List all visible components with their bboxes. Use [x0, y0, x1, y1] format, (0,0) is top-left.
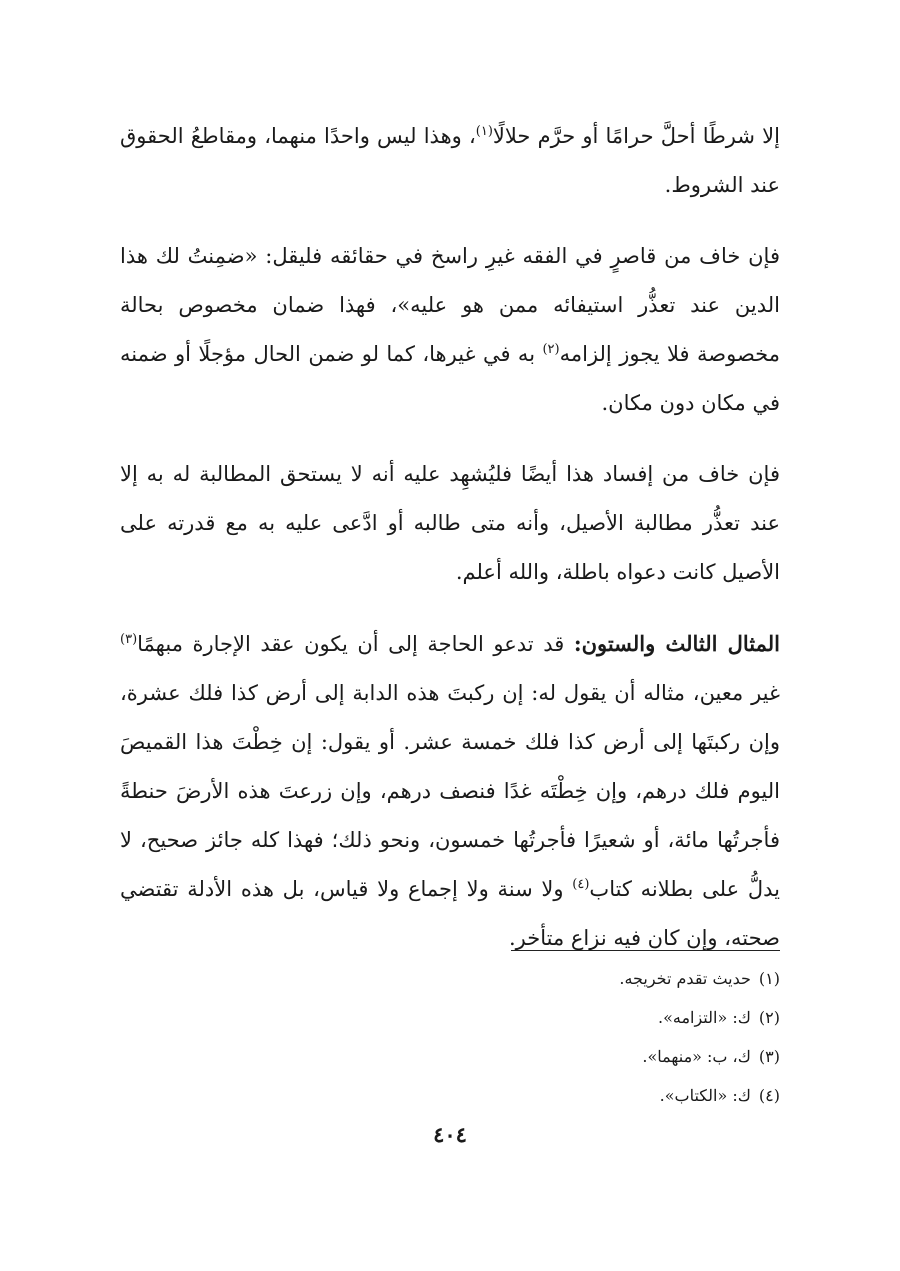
- paragraph-2: [120, 232, 780, 428]
- footnote-number: (١): [758, 969, 780, 988]
- paragraph-text: فإن خاف من إفساد هذا أيضًا فليُشهِد عليه أنه لا يستحق المطالبة له به إلا عند تعذُّر مطالبة الأصيل، وأنه متى طالبه أو ادَّعى عليه به مع قدرته على الأصيل كانت دعواه باطلة، والله أعلم.: [120, 462, 780, 584]
- footnote-4: [511, 1076, 780, 1115]
- paragraph-4: [120, 619, 780, 963]
- footnote-marker-4: (٤): [572, 877, 590, 892]
- main-text: [120, 112, 780, 985]
- paragraph-text: غير معين، مثاله أن يقول له: إن ركبتَ هذه الدابة إلى أرض كذا فلك عشرة، وإن ركبتَها إلى أرض كذا فلك خمسة عشر. أو يقول: إن خِطْتَ هذا القميصَ اليوم فلك درهم، وإن خِطْتَه غدًا فنصف درهم، وإن زرعتَ هذه الأرضَ حنطةً فأجرتُها مائة، أو شعيرًا فأجرتُها خمسون، ونحو ذلك؛ فهذا كله جائز صحيح، لا يدلُّ على بطلانه كتاب: [120, 681, 780, 901]
- footnote-number: (٤): [758, 1086, 780, 1105]
- footnote-3: [511, 1037, 780, 1076]
- footnote-2: [511, 998, 780, 1037]
- paragraph-1: [120, 112, 780, 210]
- footnote-text: حديث تقدم تخريجه.: [619, 969, 751, 988]
- footnotes: [511, 950, 780, 1115]
- page-number: ٤٠٤: [433, 1122, 467, 1147]
- paragraph-3: [120, 450, 780, 597]
- paragraph-text: به في غيرها، كما لو ضمن الحال مؤجلًا أو ضمنه في مكان دون مكان.: [120, 342, 780, 415]
- footnote-text: ك: «الكتاب».: [659, 1086, 751, 1105]
- footnote-text: ك، ب: «منهما».: [642, 1047, 751, 1066]
- paragraph-text: فإن خاف من قاصرٍ في الفقه غيرِ راسخ في حقائقه فليقل: «ضمِنتُ لك هذا الدين عند تعذُّر استيفائه ممن هو عليه»، فهذا ضمان مخصوص بحالة مخصوصة فلا يجوز إلزامه: [120, 244, 780, 366]
- footnote-number: (٢): [758, 1008, 780, 1027]
- paragraph-text: إلا شرطًا أحلَّ حرامًا أو حرَّم حلالًا: [492, 124, 780, 148]
- paragraph-text: ، وهذا ليس واحدًا منهما، ومقاطعُ الحقوق عند الشروط.: [120, 124, 780, 197]
- footnote-1: [511, 959, 780, 998]
- footnote-number: (٣): [758, 1047, 780, 1066]
- paragraph-text: قد تدعو الحاجة إلى أن يكون عقد الإجارة مبهمًا: [137, 632, 574, 656]
- section-heading: المثال الثالث والستون:: [573, 631, 780, 656]
- footnote-marker-2: (٢): [542, 342, 560, 357]
- footnote-marker-1: (١): [475, 124, 493, 139]
- footnote-text: ك: «التزامه».: [658, 1008, 751, 1027]
- footnote-marker-3: (٣): [120, 632, 138, 647]
- paragraph-text: ولا سنة ولا إجماع ولا قياس، بل هذه الأدلة تقتضي صحته، وإن كان فيه نزاع متأخر.: [120, 877, 780, 950]
